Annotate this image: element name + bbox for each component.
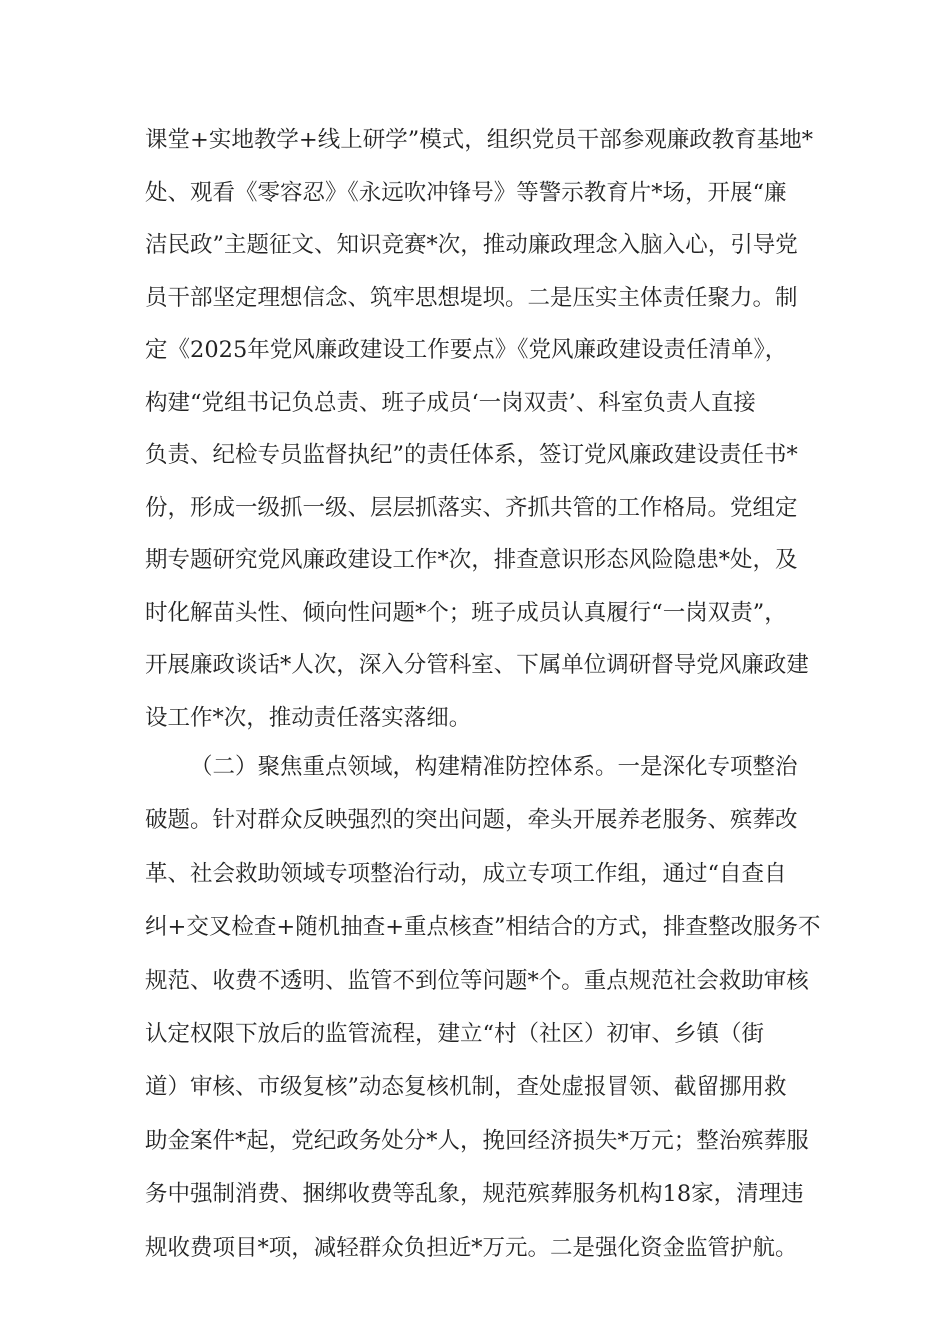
text-line: 份，形成一级抓一级、层层抓落实、齐抓共管的工作格局。党组定 <box>145 494 798 521</box>
text-line: 纠+交叉检查+随机抽查+重点核查”相结合的方式，排查整改服务不 <box>145 914 821 941</box>
text-line: 破题。针对群众反映强烈的突出问题，牵头开展养老服务、殡葬改 <box>145 807 798 834</box>
text-line: 构建“党组书记负总责、班子成员‘一岗双责’、科室负责人直接 <box>145 389 756 416</box>
text-line: 认定权限下放后的监管流程，建立“村（社区）初审、乡镇（街 <box>145 1020 765 1047</box>
text-line: 处、观看《零容忍》《永远吹冲锋号》等警示教育片*场，开展“廉 <box>145 179 787 206</box>
text-line: 设工作*次，推动责任落实落细。 <box>145 704 472 731</box>
paragraph-1 <box>145 114 813 744</box>
text-line: 革、社会救助领域专项整治行动，成立专项工作组，通过“自查自 <box>145 860 787 887</box>
text-line: 道）审核、市级复核”动态复核机制，查处虚报冒领、截留挪用救 <box>145 1074 787 1101</box>
text-line: 开展廉政谈话*人次，深入分管科室、下属单位调研督导党风廉政建 <box>145 652 809 678</box>
text-line: 助金案件*起，党纪政务处分*人，挽回经济损失*万元；整治殡葬服 <box>145 1127 809 1154</box>
text-line: 员干部坚定理想信念、筑牢思想堤坝。二是压实主体责任聚力。制 <box>145 284 798 311</box>
text-line: 课堂+实地教学+线上研学”模式，组织党员干部参观廉政教育基地* <box>145 127 813 153</box>
text-line: 规范、收费不透明、监管不到位等问题*个。重点规范社会救助审核 <box>145 967 809 994</box>
text-line: 洁民政”主题征文、知识竞赛*次，推动廉政理念入脑入心，引导党 <box>145 232 798 258</box>
text-line: 务中强制消费、捆绑收费等乱象，规范殡葬服务机构18家，清理违 <box>145 1181 804 1208</box>
paragraph-2 <box>145 741 821 1275</box>
text-line: 负责、纪检专员监督执纪”的责任体系，签订党风廉政建设责任书* <box>145 442 798 468</box>
text-line: 期专题研究党风廉政建设工作*次，排查意识形态风险隐患*处，及 <box>145 547 798 573</box>
text-line: 定《2025年党风廉政建设工作要点》《党风廉政建设责任清单》， <box>145 337 788 363</box>
text-line: 规收费项目*项，减轻群众负担近*万元。二是强化资金监管护航。 <box>145 1234 798 1261</box>
text-line: 时化解苗头性、倾向性问题*个；班子成员认真履行“一岗双责”， <box>145 599 787 626</box>
text-line: （二）聚焦重点领域，构建精准防控体系。一是深化专项整治 <box>190 754 798 780</box>
